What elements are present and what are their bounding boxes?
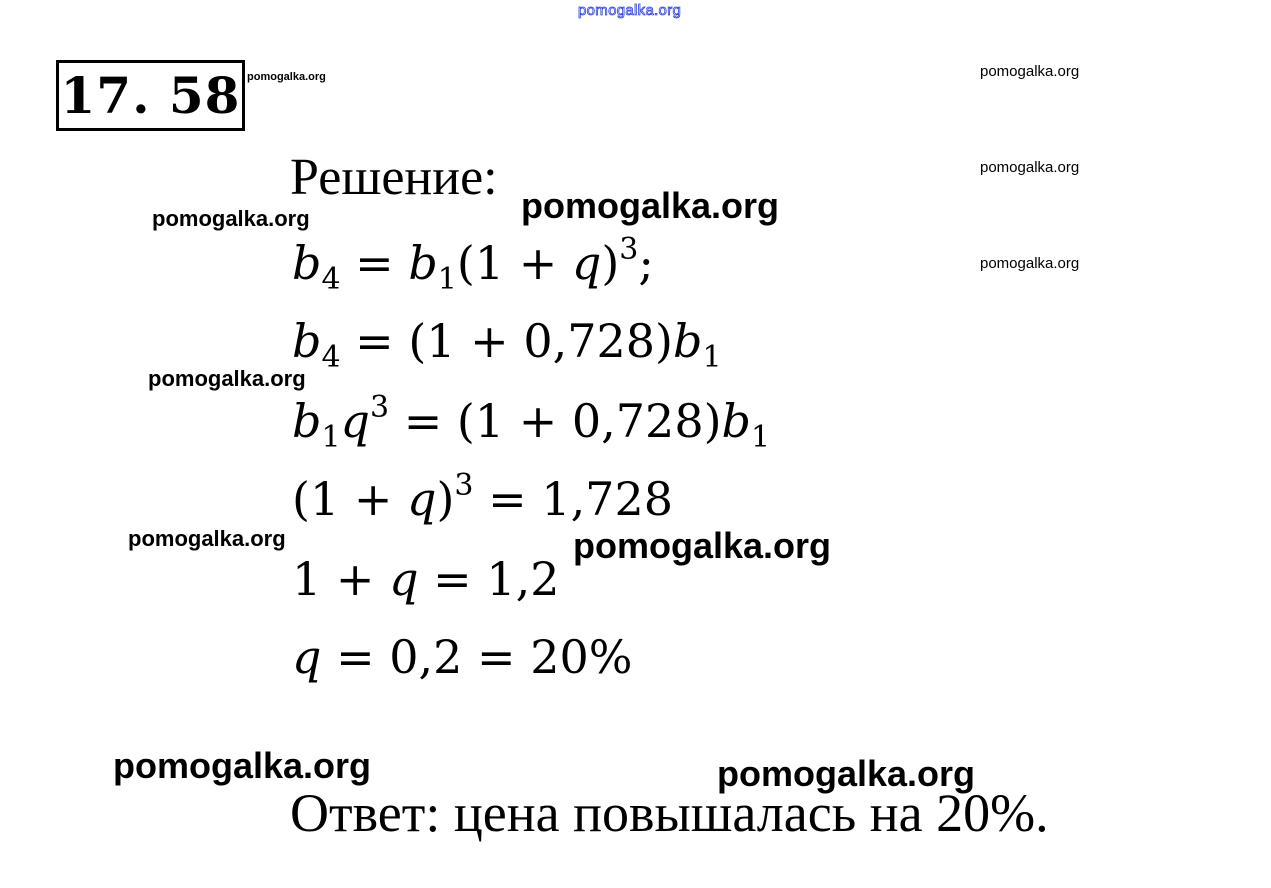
watermark: pomogalka.org	[980, 255, 1080, 272]
answer-text: Ответ: цена повышалась на 20%.	[290, 783, 1049, 843]
watermark: pomogalka.org	[113, 745, 372, 786]
problem-number: 17. 58	[56, 60, 245, 131]
equation-1: $b_4 = b_1(1 + q)^3$;	[292, 232, 654, 297]
watermark: pomogalka.org	[152, 206, 310, 231]
solution-heading: Решение:	[290, 149, 498, 206]
watermark: pomogalka.org	[128, 526, 286, 551]
equation-4: $(1 + q)^3 = 1,728$	[292, 468, 673, 526]
equation-6: q = 0,2 = 20%	[292, 630, 633, 684]
equation-5: 1 + q = 1,2	[292, 552, 560, 606]
watermark: pomogalka.org	[717, 753, 976, 794]
watermark: pomogalka.org	[148, 366, 306, 391]
watermark: pomogalka.org	[247, 71, 326, 83]
equation-2: $b_4 = (1 + 0,728)b_1$	[292, 314, 722, 375]
watermark: pomogalka.org	[573, 525, 832, 566]
watermark-top: pomogalka.org	[578, 2, 682, 19]
watermark: pomogalka.org	[521, 185, 780, 226]
watermark: pomogalka.org	[980, 159, 1080, 176]
watermark: pomogalka.org	[980, 63, 1080, 80]
equation-3: $b_1q^3 = (1 + 0,728)b_1$	[292, 390, 771, 455]
